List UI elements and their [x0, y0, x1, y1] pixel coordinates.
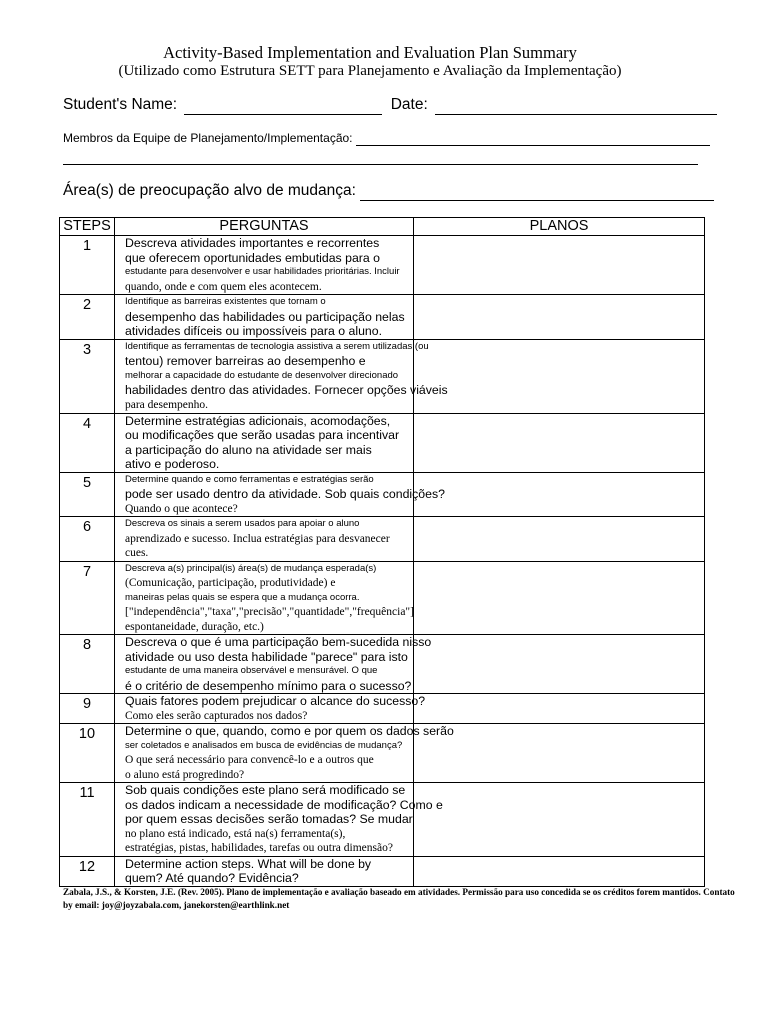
date-field[interactable] — [435, 96, 717, 115]
plan-cell[interactable] — [414, 783, 705, 857]
table-row — [60, 236, 705, 295]
step-number: 4 — [60, 413, 115, 472]
question-line: atividades difíceis ou impossíveis para o aluno. — [125, 324, 383, 338]
page-title: Activity-Based Implementation and Evaluation Plan Summary — [163, 43, 577, 62]
table-row — [60, 694, 705, 724]
footer-line-2: by email: joy@joyzabala.com, janekorsten@earthlink.net — [63, 900, 290, 910]
question-line: estudante para desenvolver e usar habilidades prioritárias. Incluir — [125, 266, 400, 277]
table-row — [60, 635, 705, 694]
table-header-row — [60, 218, 705, 236]
question-line: ser coletados e analisados em busca de evidências de mudança? — [125, 739, 403, 751]
student-name-field[interactable] — [184, 96, 382, 115]
question-line: Quais fatores podem prejudicar o alcance do sucesso? — [125, 694, 426, 708]
question-line: tentou) remover barreiras ao desempenho e — [125, 354, 366, 368]
table-row — [60, 339, 705, 413]
question-line: Identifique as barreiras existentes que tornam o — [125, 296, 326, 307]
question-line: Descreva o que é uma participação bem-sucedida nisso — [125, 635, 432, 649]
plan-cell[interactable] — [414, 635, 705, 694]
question-cell — [115, 694, 426, 724]
question-cell — [115, 472, 445, 517]
question-line: estratégias, pistas, habilidades, tarefas ou outra dimensão? — [125, 842, 393, 854]
plan-cell[interactable] — [414, 236, 705, 295]
team-members-field[interactable] — [356, 131, 710, 146]
target-area-label: Área(s) de preocupação alvo de mudança: — [63, 182, 356, 199]
question-line: O que será necessário para convencê-lo e a outros que — [125, 754, 374, 766]
question-line: Determine action steps. What will be done by — [125, 856, 372, 871]
table-row — [60, 413, 705, 472]
step-number: 2 — [60, 295, 115, 340]
question-line: estudante de uma maneira observável e mensurável. O que — [125, 665, 378, 676]
question-line: melhorar a capacidade do estudante de desenvolver direcionado — [125, 369, 399, 381]
plan-cell[interactable] — [414, 561, 705, 635]
page-subtitle: (Utilizado como Estrutura SETT para Planejamento e Avaliação da Implementação) — [118, 63, 622, 79]
table-row — [60, 783, 705, 857]
plan-cell[interactable] — [414, 295, 705, 340]
table-row — [60, 724, 705, 783]
team-members-row — [63, 131, 710, 146]
question-line: no plano está indicado, está na(s) ferramenta(s), — [125, 827, 346, 840]
step-number: 8 — [60, 635, 115, 694]
table-row — [60, 561, 705, 635]
question-line: cues. — [125, 547, 149, 559]
question-line: por quem essas decisões serão tomadas? Se mudar — [125, 812, 413, 826]
question-cell — [115, 783, 443, 857]
question-line: Como eles serão capturados nos dados? — [125, 709, 308, 722]
plan-cell[interactable] — [414, 413, 705, 472]
table-row — [60, 856, 705, 886]
question-cell — [115, 517, 414, 562]
question-line: Identifique as ferramentas de tecnologia assistiva a serem utilizadas (ou — [125, 340, 429, 352]
question-cell — [115, 856, 414, 886]
question-line: maneiras pelas quais se espera que a mudança ocorra. — [125, 591, 360, 603]
question-line: quando, onde e com quem eles acontecem. — [125, 280, 322, 293]
question-line: Determine quando e como ferramentas e estratégias serão — [125, 473, 374, 485]
question-line: ou modificações que serão usadas para incentivar — [125, 428, 400, 442]
plan-cell[interactable] — [414, 339, 705, 413]
question-line: Quando o que acontece? — [125, 502, 238, 515]
question-line: ["independência","taxa","precisão","quantidade","frequência"] — [125, 606, 414, 618]
plan-cell[interactable] — [414, 856, 705, 886]
question-line: quem? Até quando? Evidência? — [125, 871, 299, 885]
step-number: 1 — [60, 236, 115, 295]
table-row — [60, 517, 705, 562]
question-cell — [115, 295, 414, 340]
plan-cell[interactable] — [414, 472, 705, 517]
step-number: 11 — [60, 783, 115, 857]
column-header-steps: STEPS — [60, 218, 115, 236]
table-row — [60, 472, 705, 517]
question-line: (Comunicação, participação, produtividade) e — [125, 577, 336, 589]
question-line: aprendizado e sucesso. Inclua estratégias para desvanecer — [125, 532, 390, 545]
step-number: 6 — [60, 517, 115, 562]
question-line: Sob quais condições este plano será modificado se — [125, 783, 406, 797]
plan-table — [59, 217, 705, 887]
table-row — [60, 295, 705, 340]
question-line: Determine estratégias adicionais, acomodações, — [125, 413, 391, 428]
step-number: 9 — [60, 694, 115, 724]
team-members-field-line-2[interactable] — [63, 164, 698, 165]
step-number: 5 — [60, 472, 115, 517]
step-number: 3 — [60, 339, 115, 413]
step-number: 7 — [60, 561, 115, 635]
plan-cell[interactable] — [414, 724, 705, 783]
question-cell — [115, 635, 432, 694]
question-line: Determine o que, quando, como e por quem os dados serão — [125, 724, 454, 738]
team-members-label: Membros da Equipe de Planejamento/Implementação: — [63, 131, 353, 145]
question-line: que oferecem oportunidades embutidas para o — [125, 250, 380, 265]
question-cell — [115, 413, 414, 472]
plan-cell[interactable] — [414, 694, 705, 724]
student-date-row — [63, 96, 717, 115]
student-name-label: Student's Name: — [63, 96, 178, 113]
question-line: para desempenho. — [125, 398, 209, 411]
question-line: os dados indicam a necessidade de modificação? Como e — [125, 797, 443, 812]
footer-line-1: Zabala, J.S., & Korsten, J.E. (Rev. 2005). Plano de implementação e avaliação baseado em atividades. Permissão para uso concedida se os créditos forem mantidos. Contato — [63, 887, 735, 897]
question-cell — [115, 561, 414, 635]
target-area-row — [63, 182, 714, 201]
question-line: é o critério de desempenho mínimo para o sucesso? — [125, 678, 412, 693]
question-cell — [115, 724, 454, 783]
question-line: Descreva atividades importantes e recorrentes — [125, 236, 380, 250]
column-header-planos: PLANOS — [414, 218, 705, 236]
question-line: desempenho das habilidades ou participação nelas — [125, 309, 405, 324]
plan-cell[interactable] — [414, 517, 705, 562]
question-line: espontaneidade, duração, etc.) — [125, 620, 264, 633]
step-number: 10 — [60, 724, 115, 783]
question-line: habilidades dentro das atividades. Fornecer opções viáveis — [125, 383, 448, 397]
target-area-field[interactable] — [360, 182, 714, 201]
question-line: a participação do aluno na atividade ser mais — [125, 442, 372, 457]
question-line: atividade ou uso desta habilidade "parece" para isto — [125, 649, 408, 664]
question-line: pode ser usado dentro da atividade. Sob quais condições? — [125, 487, 445, 501]
question-cell — [115, 236, 414, 295]
date-label: Date: — [390, 96, 428, 113]
question-line: o aluno está progredindo? — [125, 768, 245, 781]
question-line: ativo e poderoso. — [125, 457, 220, 471]
question-line: Descreva os sinais a serem usados para apoiar o aluno — [125, 518, 360, 529]
question-cell — [115, 339, 448, 413]
footer-citation — [63, 886, 735, 912]
column-header-perguntas: PERGUNTAS — [115, 218, 414, 236]
question-line: Descreva a(s) principal(is) área(s) de mudança esperada(s) — [125, 562, 377, 574]
step-number: 12 — [60, 856, 115, 886]
